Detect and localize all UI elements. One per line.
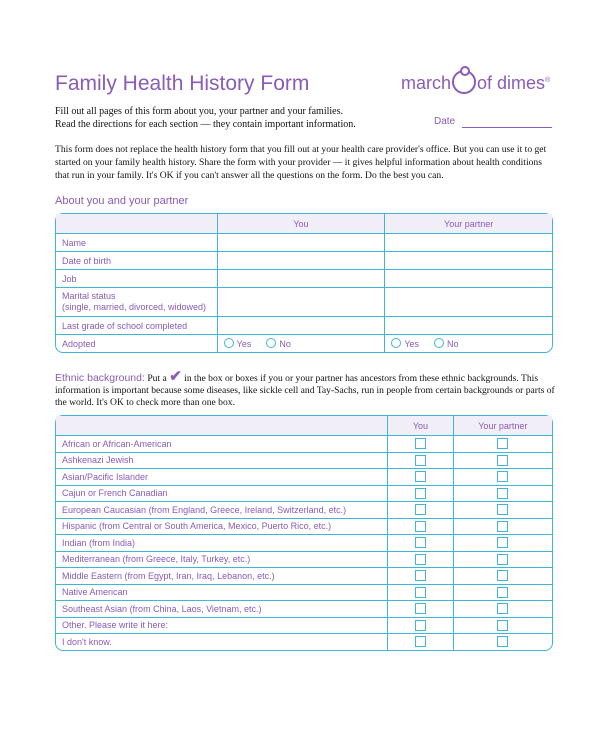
ethnic-partner-cell <box>454 634 552 650</box>
row-label-job: Job <box>56 270 218 288</box>
table-row <box>56 618 552 635</box>
adopted-partner-no-radio[interactable] <box>434 338 444 348</box>
ethnic-you-cell <box>388 552 453 569</box>
intro-text <box>55 105 385 131</box>
date-field[interactable] <box>462 127 552 128</box>
ethnic-name: Ashkenazi Jewish <box>62 455 134 466</box>
ethnic-name: Southeast Asian <box>62 603 128 614</box>
name-you-field[interactable] <box>218 234 386 252</box>
table-row <box>56 601 552 618</box>
ethnic-row-label <box>56 634 388 650</box>
logo-registered-mark: ® <box>545 77 551 84</box>
ethnic-you-cell <box>388 618 453 635</box>
ethnic-partner-checkbox[interactable] <box>497 603 508 614</box>
about-header-partner: Your partner <box>385 214 552 234</box>
ethnic-you-cell <box>388 453 453 470</box>
ethnic-detail: (from Greece, Italy, Turkey, etc.) <box>120 554 251 565</box>
table-row <box>56 568 552 585</box>
ethnic-row-label <box>56 519 388 536</box>
ethnic-name: Middle Eastern <box>62 570 123 581</box>
ethnic-row-label <box>56 568 388 585</box>
ethnic-you-checkbox[interactable] <box>415 438 426 449</box>
about-table <box>55 213 553 353</box>
logo-text-right: of dimes <box>477 73 546 93</box>
row-label-name: Name <box>56 234 218 252</box>
ethnic-you-checkbox[interactable] <box>415 570 426 581</box>
ethnic-you-cell <box>388 535 453 552</box>
ethnic-row-label <box>56 436 388 453</box>
ethnic-table <box>55 415 553 651</box>
ethnic-detail: (from China, Laos, Vietnam, etc.) <box>127 603 262 614</box>
logo-swirl-icon <box>452 70 476 94</box>
ethnic-partner-cell <box>454 519 552 536</box>
ethnic-partner-cell <box>454 502 552 519</box>
school-you-field[interactable] <box>218 317 386 335</box>
ethnic-row-label <box>56 453 388 470</box>
ethnic-row-label <box>56 502 388 519</box>
instructions-paragraph: This form does not replace the health history form that you fill out at your health care provider's office. But you can use it to get started on your family health history. Share the form with your provider — it gives helpful information about health conditions that run in your family. It's OK if you can't answer all the questions on the form. Do the best you can. <box>55 144 547 181</box>
no-label: No <box>447 339 459 349</box>
table-row <box>56 535 552 552</box>
ethnic-name: Mediterranean <box>62 554 121 565</box>
date-label: Date <box>434 116 456 127</box>
ethnic-text-after: in the box or boxes if you or your partner has ancestors from these ethnic backgrounds. This information is important because some diseases, like sickle cell and Tay-Sachs, run in people from certain backgrounds or parts of the world. It's OK to check more than one box. <box>55 373 555 408</box>
ethnic-you-checkbox[interactable] <box>415 537 426 548</box>
ethnic-partner-cell <box>454 552 552 569</box>
ethnic-partner-checkbox[interactable] <box>497 620 508 631</box>
ethnic-you-cell <box>388 436 453 453</box>
row-label-dob: Date of birth <box>56 252 218 270</box>
ethnic-you-checkbox[interactable] <box>415 587 426 598</box>
ethnic-partner-checkbox[interactable] <box>497 636 508 647</box>
ethnic-text-before: Put a <box>147 373 167 384</box>
page-title: Family Health History Form <box>55 72 310 95</box>
ethnic-you-cell <box>388 585 453 602</box>
logo-text-left: march <box>401 73 452 93</box>
name-partner-field[interactable] <box>385 234 552 252</box>
ethnic-partner-cell <box>454 469 552 486</box>
ethnic-row-label <box>56 535 388 552</box>
ethnic-partner-checkbox[interactable] <box>497 570 508 581</box>
ethnic-you-checkbox[interactable] <box>415 636 426 647</box>
table-row <box>56 552 552 569</box>
ethnic-row-label <box>56 486 388 503</box>
ethnic-you-cell <box>388 568 453 585</box>
ethnic-name: Hispanic <box>62 521 97 532</box>
checkmark-icon: ✔ <box>169 369 182 385</box>
adopted-partner-yes-radio[interactable] <box>391 338 401 348</box>
ethnic-name: Other. Please write it here: <box>62 620 169 631</box>
ethnic-header-blank <box>56 416 388 436</box>
intro-line-2: Read the directions for each section — they contain important information. <box>55 119 356 130</box>
yes-label: Yes <box>404 339 419 349</box>
ethnic-instructions <box>55 371 555 409</box>
ethnic-row-label <box>56 469 388 486</box>
ethnic-header-you: You <box>388 416 453 436</box>
adopted-you-yes-radio[interactable] <box>224 338 234 348</box>
ethnic-partner-cell <box>454 601 552 618</box>
dob-you-field[interactable] <box>218 252 386 270</box>
ethnic-rows <box>56 436 552 650</box>
ethnic-name: Asian/Pacific Islander <box>62 471 149 482</box>
ethnic-partner-cell <box>454 453 552 470</box>
table-row <box>56 585 552 602</box>
about-header-blank <box>56 214 218 234</box>
ethnic-header-partner: Your partner <box>454 416 552 436</box>
ethnic-partner-checkbox[interactable] <box>497 455 508 466</box>
ethnic-detail: (from India) <box>86 537 136 548</box>
ethnic-you-checkbox[interactable] <box>415 455 426 466</box>
ethnic-name: I don't know. <box>62 636 112 647</box>
adopted-you-options <box>218 335 386 352</box>
adopted-you-no-radio[interactable] <box>266 338 276 348</box>
ethnic-partner-checkbox[interactable] <box>497 587 508 598</box>
ethnic-you-checkbox[interactable] <box>415 554 426 565</box>
table-row <box>56 519 552 536</box>
ethnic-partner-cell <box>454 618 552 635</box>
intro-line-1: Fill out all pages of this form about you, your partner and your families. <box>55 106 343 117</box>
ethnic-row-label <box>56 585 388 602</box>
ethnic-you-checkbox[interactable] <box>415 488 426 499</box>
ethnic-detail: (from Central or South America, Mexico, Puerto Rico, etc.) <box>96 521 332 532</box>
ethnic-you-cell <box>388 469 453 486</box>
about-header-you: You <box>218 214 386 234</box>
table-row <box>56 453 552 470</box>
ethnic-you-checkbox[interactable] <box>415 521 426 532</box>
yes-label: Yes <box>236 339 252 349</box>
ethnic-partner-checkbox[interactable] <box>497 504 508 515</box>
table-row <box>56 469 552 486</box>
ethnic-detail: (from England, Greece, Ireland, Switzerland, etc.) <box>146 504 347 515</box>
row-label-marital <box>56 288 218 317</box>
table-row <box>56 436 552 453</box>
ethnic-row-label <box>56 618 388 635</box>
ethnic-name: African or African-American <box>62 438 172 449</box>
ethnic-partner-checkbox[interactable] <box>497 488 508 499</box>
ethnic-you-cell <box>388 519 453 536</box>
ethnic-name: Indian <box>62 537 87 548</box>
ethnic-name: European Caucasian <box>62 504 147 515</box>
ethnic-you-checkbox[interactable] <box>415 603 426 614</box>
row-label-adopted: Adopted <box>56 335 218 352</box>
school-partner-field[interactable] <box>385 317 552 335</box>
ethnic-row-label <box>56 552 388 569</box>
ethnic-you-cell <box>388 486 453 503</box>
marital-sublabel: (single, married, divorced, widowed) <box>62 302 207 312</box>
ethnic-you-checkbox[interactable] <box>415 620 426 631</box>
march-of-dimes-logo <box>401 70 550 94</box>
ethnic-you-cell <box>388 502 453 519</box>
ethnic-you-cell <box>388 634 453 650</box>
ethnic-name: Cajun or French Canadian <box>62 488 168 499</box>
dob-partner-field[interactable] <box>385 252 552 270</box>
job-partner-field[interactable] <box>385 270 552 288</box>
table-row <box>56 634 552 650</box>
row-label-school: Last grade of school completed <box>56 317 218 335</box>
ethnic-partner-cell <box>454 585 552 602</box>
ethnic-name: Native American <box>62 587 128 598</box>
ethnic-you-checkbox[interactable] <box>415 504 426 515</box>
marital-partner-field[interactable] <box>385 288 552 317</box>
ethnic-partner-checkbox[interactable] <box>497 554 508 565</box>
ethnic-partner-checkbox[interactable] <box>497 521 508 532</box>
ethnic-partner-cell <box>454 486 552 503</box>
ethnic-partner-cell <box>454 568 552 585</box>
job-you-field[interactable] <box>218 270 386 288</box>
ethnic-partner-checkbox[interactable] <box>497 537 508 548</box>
ethnic-label: Ethnic background: <box>55 372 145 384</box>
section-title-about: About you and your partner <box>55 195 189 207</box>
adopted-partner-options <box>385 335 552 352</box>
no-label: No <box>279 339 291 349</box>
ethnic-detail: (from Egypt, Iran, Iraq, Lebanon, etc.) <box>122 570 275 581</box>
ethnic-partner-checkbox[interactable] <box>497 438 508 449</box>
ethnic-you-cell <box>388 601 453 618</box>
ethnic-partner-checkbox[interactable] <box>497 471 508 482</box>
table-row <box>56 486 552 503</box>
ethnic-partner-cell <box>454 535 552 552</box>
ethnic-row-label <box>56 601 388 618</box>
marital-label: Marital status <box>62 291 116 301</box>
table-row <box>56 502 552 519</box>
marital-you-field[interactable] <box>218 288 386 317</box>
ethnic-partner-cell <box>454 436 552 453</box>
ethnic-you-checkbox[interactable] <box>415 471 426 482</box>
